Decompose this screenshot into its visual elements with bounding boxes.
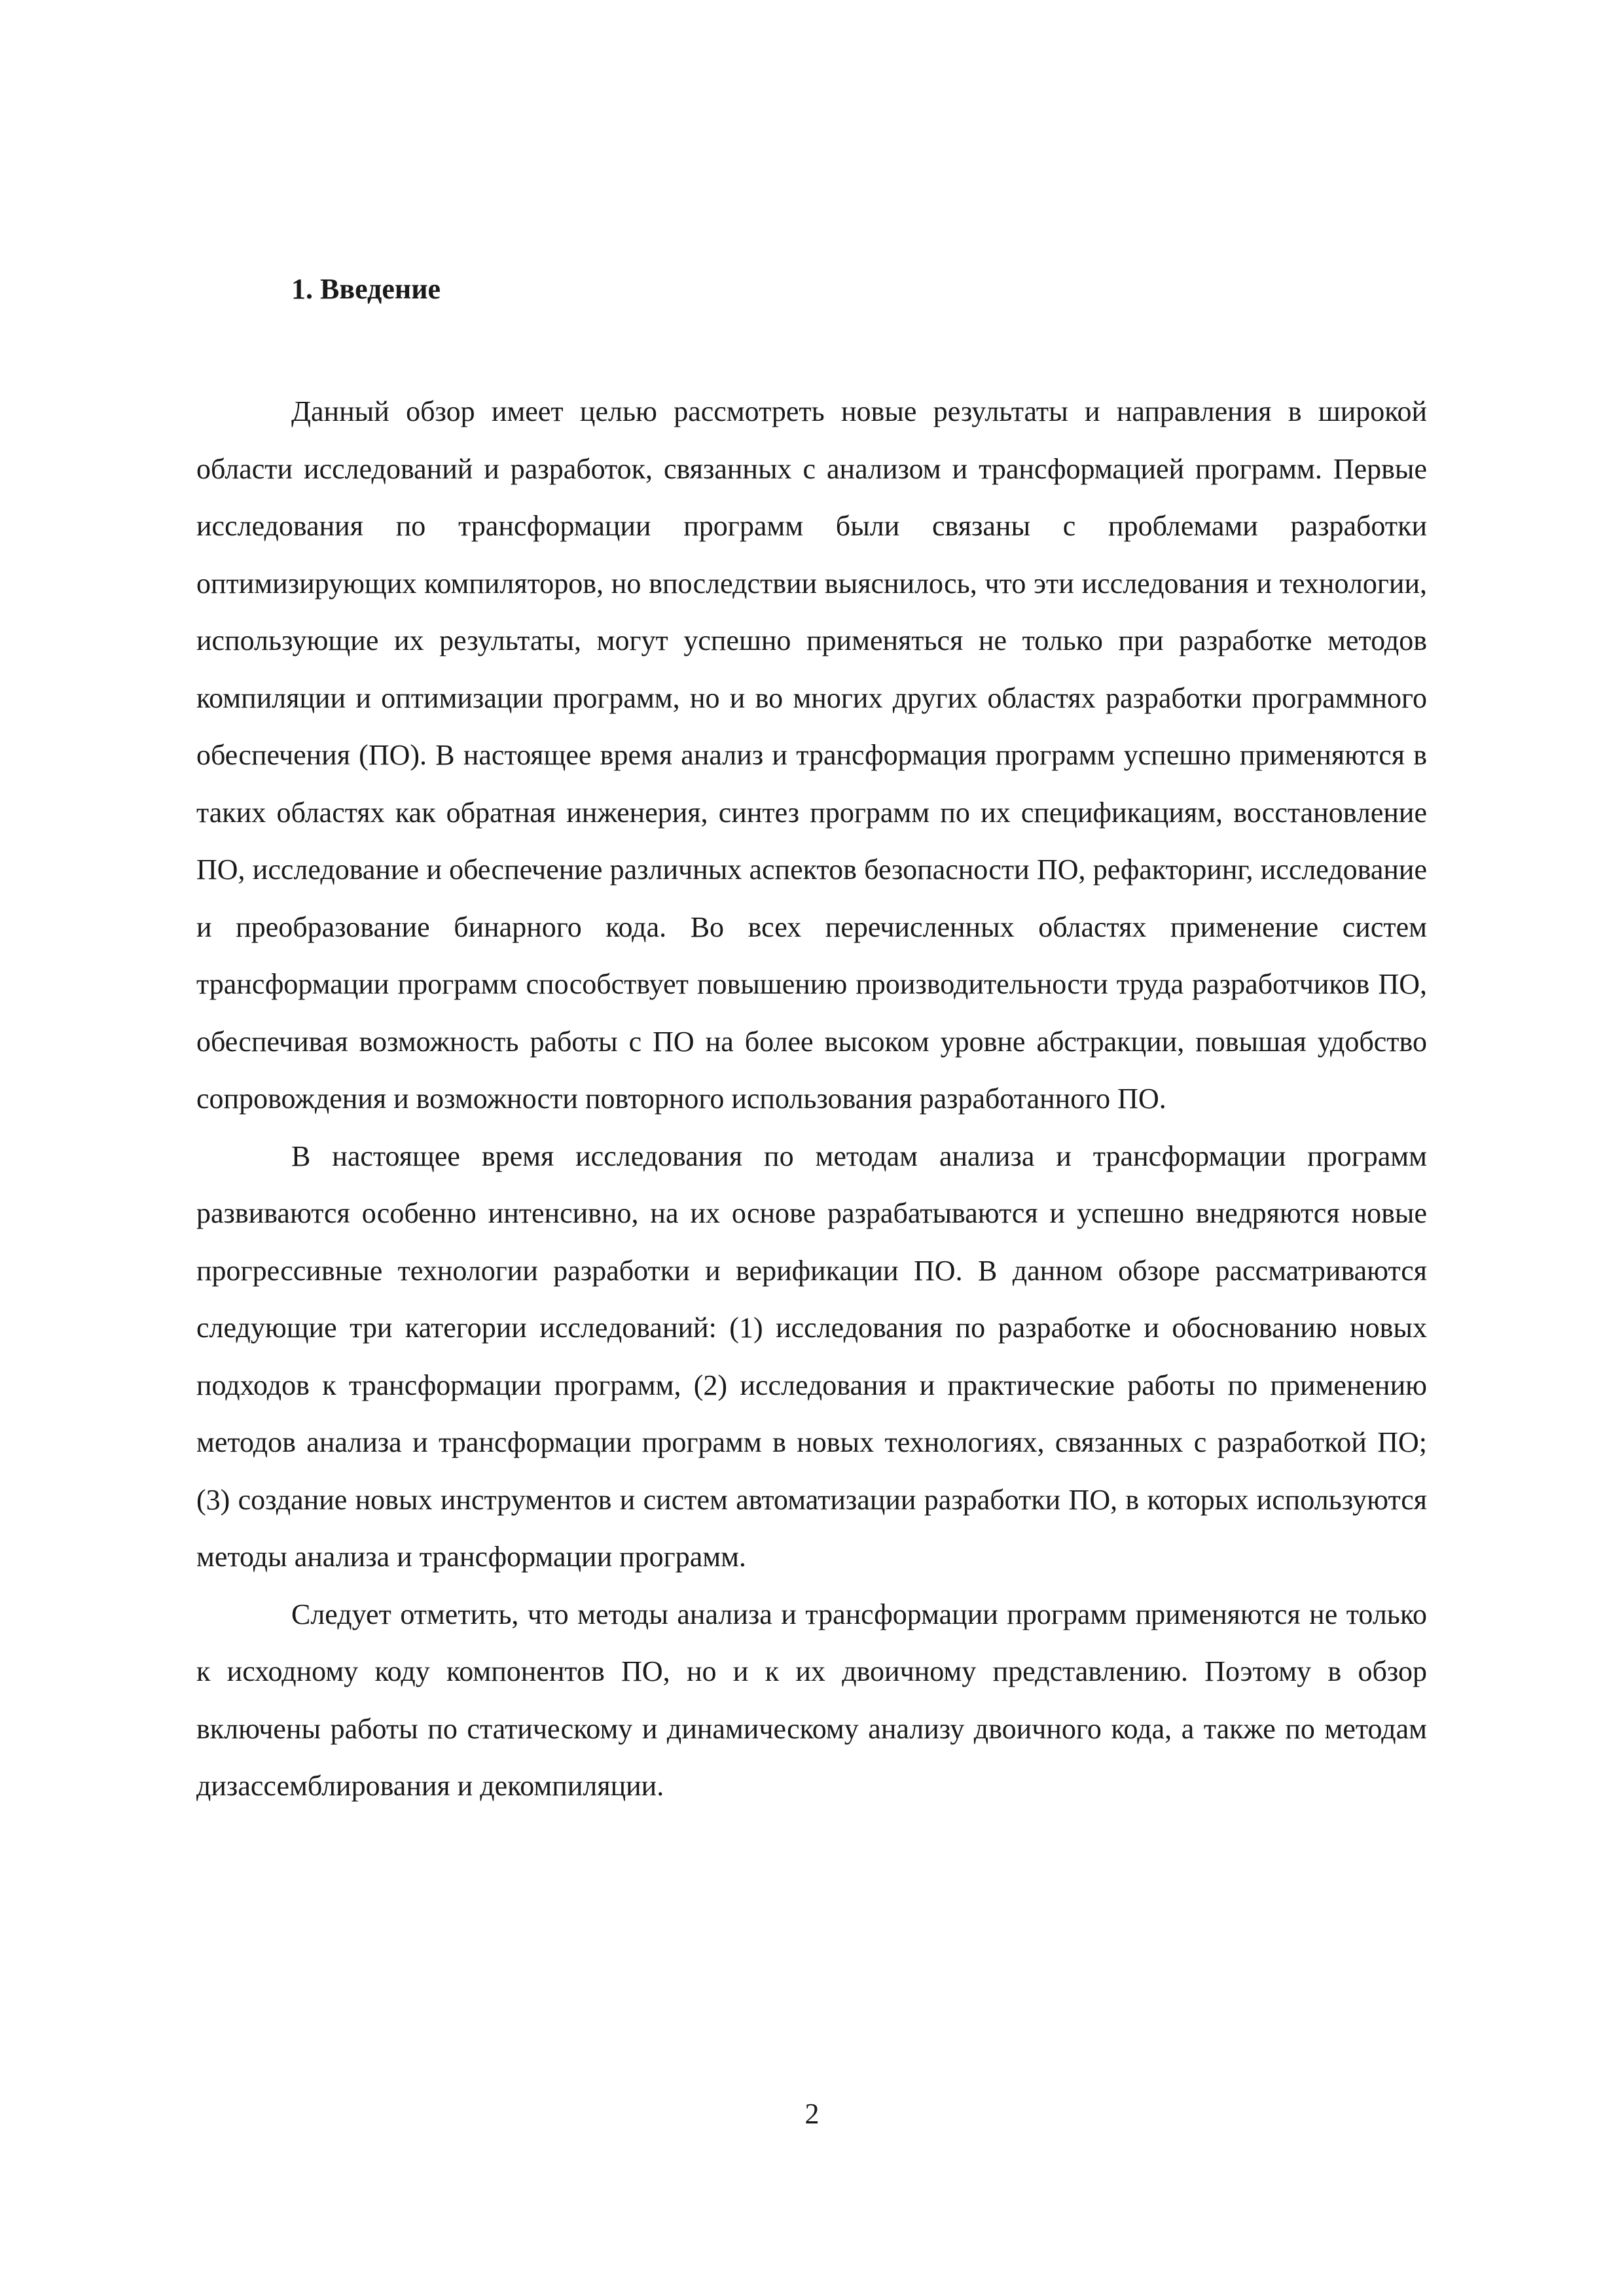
paragraph-2: В настоящее время исследования по методам анализа и трансформации программ развиваются особенно интенсивно, на их основе разрабатываются и успешно внедряются новые прогрессивные технологии разработки и верификации ПО. В данном обзоре рассматриваются следующие три категории исследований: (1) исследования по разработке и обоснованию новых подходов к трансформации программ, (2) исследования и практические работы по применению методов анализа и трансформации программ в новых технологиях, связанных с разработкой ПО; (3) создание новых инструментов и систем автоматизации разработки ПО, в которых используются методы анализа и трансформации программ.: [196, 1139, 1427, 1573]
paragraph-3: Следует отметить, что методы анализа и трансформации программ применяются не только к исходному коду компонентов ПО, но и к их двоичному представлению. Поэтому в обзор включены работы по статическому и динамическому анализу двоичного кода, а также по методам дизассемблирования и декомпиляции.: [196, 1598, 1427, 1802]
section-heading: 1. Введение: [291, 273, 441, 305]
section-body: [196, 383, 1427, 1815]
page-number: 2: [804, 2098, 820, 2130]
paragraph-1: Данный обзор имеет целью рассмотреть новые результаты и направления в широкой области исследований и разработок, связанных с анализом и трансформацией программ. Первые исследования по трансформации программ были связаны с проблемами разработки оптимизирующих компиляторов, но впоследствии выяснилось, что эти исследования и технологии, использующие их результаты, могут успешно применяться не только при разработке методов компиляции и оптимизации программ, но и во многих других областях разработки программного обеспечения (ПО). В настоящее время анализ и трансформация программ успешно применяются в таких областях как обратная инженерия, синтез программ по их спецификациям, восстановление ПО, исследование и обеспечение различных аспектов безопасности ПО, рефакторинг, исследование и преобразование бинарного кода. Во всех перечисленных областях применение систем трансформации программ способствует повышению производительности труда разработчиков ПО, обеспечивая возможность работы с ПО на более высоком уровне абстракции, повышая удобство сопровождения и возможности повторного использования разработанного ПО.: [196, 395, 1427, 1115]
